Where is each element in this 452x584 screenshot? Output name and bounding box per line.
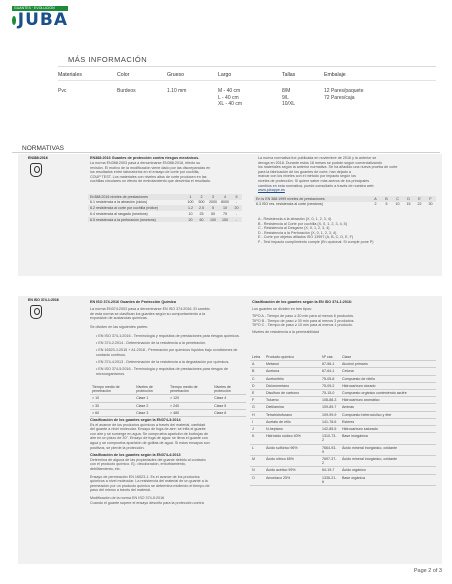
table-row: [250, 390, 436, 397]
table-cell: Acetato de etilo: [264, 418, 320, 425]
material-value: Pvc: [58, 88, 67, 94]
col-header-grueso: Grueso: [167, 72, 185, 78]
table-cell: F: [250, 397, 264, 404]
text-line: Modificación de la norma EN ISO 374-5:2016: [90, 495, 165, 500]
table-row: [250, 375, 436, 382]
embalaje-paquete: 12 Pares/paquete: [324, 88, 364, 94]
table-cell: Acetonitrilo: [264, 375, 320, 382]
table-cell: 100: [187, 200, 194, 205]
text-line: COUP TEST. Los materiales con niveles altos de corte producen en las: [90, 174, 207, 179]
table-cell: Esteres: [340, 418, 436, 425]
table-row: [90, 402, 246, 409]
table-cell: > 120: [168, 395, 212, 402]
divider: [12, 152, 440, 153]
text-line: cambios en esta normativa, puede consultarlo a través de nuestra web: [258, 183, 374, 188]
table-cell: A: [370, 196, 381, 202]
table-header: Clase: [340, 354, 436, 361]
table-header: Tiempo medio de penetración: [168, 384, 212, 395]
text-line: Los guantes se dividen en tres tipos:: [252, 307, 312, 312]
text-line: los materiales según la anterior normativa. Se ha añadido una nueva prueba de corte: [258, 165, 398, 170]
table-cell: Compuesto de nitrilo: [340, 375, 436, 382]
table-cell: 109-99-9: [320, 411, 340, 418]
text-line: para la fabricación de los guantes de corte, han dejado a: [258, 169, 351, 174]
juba-logo[interactable]: [12, 6, 68, 32]
list-item-text: EN 374-4:2013 - Determinación de la resistencia a la degradación por químicos.: [98, 359, 230, 364]
text-line: TIPO C - Tiempo de paso ≥ 10 min para al menos 1 producto.: [252, 323, 353, 328]
talla-9: 9/L: [282, 94, 289, 101]
table-row: [250, 411, 436, 418]
logo-wordmark: [12, 11, 68, 30]
table-cell: 6.2 resistencia al corte por cuchilla (índice): [88, 205, 185, 211]
table-header: Niveles de protección: [134, 384, 168, 395]
largo-xl: XL - 40 cm: [218, 101, 242, 107]
text-line: los resultados entre laboratorios en el ensayo de corte por cuchilla,: [90, 170, 200, 175]
legend-line: A - Resistencia a la abrasión (X, 0, 1, 2, 3, 4): [258, 217, 332, 221]
table-cell: 10: [219, 205, 231, 211]
text-line: deroga en 2018. Durante estos 18 meses se podrán seguir comercializando: [258, 160, 383, 165]
table-cell: Dietilamina: [264, 404, 320, 411]
table-row: [250, 426, 436, 433]
col-header-materiales: Materiales: [58, 72, 82, 78]
table-cell: 6.3 ISO res. resistencia al corte (newtons): [256, 202, 323, 207]
table-row: [250, 467, 436, 474]
list-item-text: EN ISO 374-5:2016 - Terminología y requisitos de prestaciones para riesgos de microorganismos.: [96, 366, 229, 376]
table-cell: E: [250, 390, 264, 397]
table-cell: 141-78-6: [320, 418, 340, 425]
text-line: TIPO B - Tiempo de paso ≥ 30 min para al menos 3 productos.: [252, 318, 355, 323]
table-cell: -: [231, 217, 242, 223]
text-line: exposición de sustancias químicas.: [90, 316, 148, 321]
text-line: revisión. El motivo de la modificación viene dado por las discrepancias en: [90, 165, 211, 170]
legend-line: F - Test impacto cumplimiento cumple (En opcional. Si cumple pone P): [258, 239, 374, 244]
parts-list: [96, 334, 248, 379]
text-line: Clasificación de los guantes según la EN374-4:2013: [90, 453, 181, 458]
table-cell: 10: [395, 202, 400, 207]
table-cell: > 30: [90, 402, 134, 409]
table-cell: Hidrocarburo clorado: [340, 382, 436, 389]
text-line: La norma EN388:2003 pasa a denominarse EN388:2016, efecto su: [90, 161, 201, 165]
text-line: cuchillas circulares un efecto de embotamiento que desvirtúa el resultado.: [90, 179, 211, 184]
table-cell: 108-88-3: [320, 397, 340, 404]
table-cell: Ácido sulfúrico 96%: [264, 444, 320, 455]
table-cell: 75-05-8: [320, 375, 340, 382]
text-line: permeación por un producto químico se determina midiendo el tiempo de: [90, 483, 210, 488]
table-cell: Hidrocarburo saturado: [340, 426, 436, 433]
table-cell: E: [414, 196, 425, 202]
table-cell: 30: [428, 202, 433, 207]
table-cell: 15: [406, 202, 411, 207]
table-cell: Cetona: [340, 368, 436, 375]
table-header: Producto químico: [264, 354, 320, 361]
table-cell: Base inorgánica: [340, 433, 436, 444]
table-cell: 1: [185, 194, 196, 200]
table-cell: F: [425, 196, 436, 202]
text-line: niveles de protección. Si quiere saber más acerca de los principales: [258, 178, 370, 183]
table-cell: I: [250, 418, 264, 425]
list-item-text: EN 374-2:2014 - Determinación de la resistencia a la penetración.: [98, 341, 207, 346]
list-item: • EN ISO 374-5:2016 - Terminología y requisitos de prestaciones para riesgos de microorganismos.: [96, 366, 229, 376]
en374-right-intro: [252, 300, 436, 335]
table-cell: 2.5: [196, 205, 207, 211]
table-cell: N-heptano: [264, 426, 320, 433]
logo-mark-icon: [12, 16, 16, 25]
en388-1999-table: [254, 196, 436, 207]
en388-legend: [258, 217, 436, 245]
table-cell: Hidrocarburo aromático: [340, 397, 436, 404]
table-row: [250, 444, 436, 455]
table-cell: 4: [219, 194, 231, 200]
table-cell: B: [250, 368, 264, 375]
table-cell: 75-09-2: [320, 382, 340, 389]
table-cell: -: [235, 200, 238, 205]
table-cell: J: [250, 426, 264, 433]
text-line: del guante a nivel molecular. Ensayo de fuga de aire: se infla el guante: [90, 427, 206, 432]
table-row: [88, 217, 242, 223]
text-line: paso del mismo a través del material.: [90, 488, 152, 493]
en374-label: EN ISO 374-1:2016: [28, 298, 59, 302]
table-cell: Amoniaco 25%: [264, 474, 320, 485]
col-header-largo: Largo: [218, 72, 232, 78]
table-cell: Clase 4: [212, 395, 246, 402]
col-header-embalaje: Embalaje: [324, 72, 346, 78]
table-row: [250, 382, 436, 389]
largo-m: M - 40 cm: [218, 88, 241, 94]
table-row: [250, 404, 436, 411]
glove-hammer-icon: [30, 163, 42, 177]
list-item-text: EN ISO 374-1:2016 - Terminología y requisitos de prestaciones para riesgos químicos.: [98, 334, 240, 338]
table-cell: 60: [196, 217, 207, 223]
table-cell: 5: [385, 202, 388, 207]
table-header: Letra: [250, 354, 264, 361]
table-cell: H: [250, 411, 264, 418]
largo-values: [218, 88, 242, 108]
table-cell: En ts EN 388:1999 niveles de prestaciones: [254, 196, 370, 202]
talla-10: 10/XL: [282, 101, 296, 107]
table-cell: Hidróxido sódico 40%: [264, 433, 320, 444]
text-line: Es el avance de los productos químicos a través del material, cantidad: [90, 422, 206, 427]
list-item: • EN 16523-1:2015 + A1:2018 - Permeación por químicos líquidos bajo condiciones de contacto continuo.: [96, 348, 238, 357]
logo-tagline: GUANTES · EVOLUCIÓN: [12, 6, 68, 11]
table-cell: C: [392, 196, 403, 202]
color-value: Burdeos: [117, 88, 136, 94]
table-cell: Compuesto orgánico conteniendo azufre: [340, 390, 436, 397]
table-cell: 6.5 resistencia a la perforación (newtons): [88, 217, 185, 223]
list-item: • EN ISO 374-1:2016 - Terminología y requisitos de prestaciones para riesgos químicos.: [96, 334, 240, 338]
table-cell: Tetrahidrofurano: [264, 411, 320, 418]
table-cell: 5: [231, 194, 242, 200]
table-cell: 100: [207, 217, 219, 223]
penetration-times-table: [90, 384, 246, 417]
table-cell: 2: [374, 202, 377, 207]
en374-block: [18, 296, 442, 564]
table-row: [250, 456, 436, 467]
table-row: [90, 409, 246, 416]
table-cell: Ácido nítrico 65%: [264, 456, 320, 467]
text-line: químicos a nivel molecular. La resistencia del material de un guante a la: [90, 479, 208, 484]
table-cell: -: [235, 211, 238, 216]
table-cell: 20: [231, 205, 242, 211]
text-line: debilitamiento, etc.: [90, 466, 121, 471]
table-cell: Clase 1: [134, 395, 168, 402]
text-line: Cuando el guante supere el ensayo descrito para la protección contra: [90, 500, 204, 505]
table-cell: Ácido mineral inorgánico, oxidante: [340, 444, 436, 455]
glove-flask-icon: [30, 305, 42, 319]
website-link[interactable]: www.jubappe.es: [258, 188, 285, 193]
table-cell: 10: [188, 211, 193, 216]
talla-8: 8/M: [282, 88, 291, 94]
chemicals-table: [250, 354, 436, 486]
table-cell: 7664-93-9: [320, 444, 340, 455]
table-cell: 2: [196, 194, 207, 200]
text-line: con el producto químico. Ej.: decoloración, enturbiamiento,: [90, 462, 186, 467]
largo-l: L - 40 cm: [218, 94, 239, 101]
en374-intro: [90, 307, 248, 321]
table-row: [250, 474, 436, 485]
table-cell: 142-85-5: [320, 426, 340, 433]
legend-line: D - Resistencia a la Perforación (X, 0, 1, 2, 3, 4): [258, 230, 337, 235]
table-row: [250, 433, 436, 444]
table-cell: M: [250, 456, 264, 467]
legend-line: E - Corte por objetos afilados ISO 13997 (A, B, C, D, E, F): [258, 235, 354, 240]
table-cell: 7697-37-2: [320, 456, 340, 467]
text-line: Niveles de resistencia a la permeabilidad: [252, 330, 320, 335]
table-cell: N: [250, 467, 264, 474]
table-cell: 75-15-0: [320, 390, 340, 397]
text-line: marcar con los niveles con el método por impacto según los: [258, 174, 356, 179]
table-row: [250, 418, 436, 425]
col-header-tallas: Tallas: [282, 72, 296, 78]
text-line: positivos, se pierde la protección.: [90, 445, 145, 450]
table-cell: 500: [198, 200, 205, 205]
text-line: Ensayo de permeación EN 16523-1. Es el avance de los productos: [90, 474, 200, 479]
text-line: La norma EN374:2003 pasa a denominarse EN ISO 374:2016. El cambio: [90, 307, 210, 311]
table-row: [90, 395, 246, 402]
en388-intro: [90, 161, 248, 184]
table-cell: 8000: [221, 200, 229, 205]
table-cell: > 240: [168, 402, 212, 409]
table-cell: Alcohol primario: [340, 361, 436, 368]
table-row: [250, 368, 436, 375]
table-cell: 67-56-1: [320, 361, 340, 368]
table-row: [250, 354, 436, 361]
table-row: [254, 202, 436, 208]
table-row: [250, 397, 436, 404]
grueso-value: 1.10 mm: [167, 88, 187, 94]
table-cell: 64-19-7: [320, 467, 340, 474]
en374-bottom-text: [90, 418, 248, 505]
text-line: de esta norma se clasifican los guantes según su comportamiento a la: [90, 311, 205, 316]
text-line: agua y se comprueba aparición de gotitas de agua. Si estos ensayos son: [90, 440, 210, 445]
table-cell: Compuesto heterocíclico y éter: [340, 411, 436, 418]
table-cell: Acetona: [264, 368, 320, 375]
en388-title: EN388:2016 Guantes de protección contra riesgos mecánicos.: [90, 156, 200, 160]
table-cell: L: [250, 444, 264, 455]
more-info-title: MÁS INFORMACIÓN: [68, 55, 148, 64]
table-cell: A: [250, 361, 264, 368]
table-cell: > 10: [90, 395, 134, 402]
col-header-color: Color: [117, 72, 130, 78]
table-cell: K: [250, 433, 264, 444]
table-cell: Base orgánica: [340, 474, 436, 485]
text-line: aire en un plazo de 30''. Ensayo de fuga de agua: se llena el guante con: [90, 436, 208, 441]
table-cell: 6.1 resistencia a la abrasión (ciclos): [90, 200, 148, 205]
en388-block: [18, 154, 442, 276]
table-cell: 20: [185, 217, 196, 223]
table-cell: 75: [223, 211, 227, 216]
table-header: Tiempo medio de penetración: [90, 384, 134, 395]
text-line: Determina de alguna de las propiedades del guante debido al contacto: [90, 457, 206, 462]
text-line: Clasificación de los guantes según la EN374-3:2014: [90, 418, 181, 422]
table-cell: 150: [219, 217, 231, 223]
text-line: Clasificación de los guantes según la EN ISO 374-1:2016:: [252, 300, 353, 304]
table-cell: > 480: [168, 409, 212, 416]
table-cell: Diclorometano: [264, 382, 320, 389]
en374-title: EN ISO 374-2016 Guantes de Protección Química: [90, 300, 176, 304]
table-header: Niveles de protección: [212, 384, 246, 395]
divider: [58, 80, 436, 81]
table-cell: D: [250, 382, 264, 389]
table-cell: 25: [199, 211, 204, 216]
table-cell: Ácido orgánico: [340, 467, 436, 474]
table-cell: 5: [207, 205, 219, 211]
table-cell: > 60: [90, 409, 134, 416]
table-cell: Aminas: [340, 404, 436, 411]
page-number: Page 2 of 3: [413, 568, 442, 574]
text-line: TIPO A - Tiempo de paso ≥ 30 min para al menos 6 productos.: [252, 314, 355, 319]
table-cell: En388:2016 niveles de prestaciones: [88, 194, 185, 200]
text-line: con aire y se sumerge en agua. Se comprueba aparición de burbujas de: [90, 431, 209, 436]
tallas-values: [282, 88, 295, 108]
divider: [58, 66, 436, 67]
table-cell: Clase 3: [134, 409, 168, 416]
table-cell: 6.4 resistencia al rasgado (newtons): [90, 211, 148, 216]
table-cell: O: [250, 474, 264, 485]
table-cell: D: [403, 196, 414, 202]
table-cell: 109-89-7: [320, 404, 340, 411]
en388-label: EN388:2016: [28, 156, 48, 160]
embalaje-values: [324, 88, 363, 101]
table-cell: 1310-73-2: [320, 433, 340, 444]
table-row: [90, 384, 246, 395]
legend-line: B - Resistencia al Corte por cuchilla (X, 0, 1, 2, 3, 4, 5): [258, 221, 347, 226]
table-cell: C: [250, 375, 264, 382]
table-row: [250, 361, 436, 368]
table-cell: Clase 6: [212, 409, 246, 416]
table-cell: Ácido acético 99%: [264, 467, 320, 474]
table-cell: 50: [211, 211, 215, 216]
embalaje-caja: 72 Pares/caja: [324, 94, 355, 101]
legend-line: C - Resistencia al Desgarro (X, 0, 1, 2, 3, 4): [258, 226, 330, 231]
table-cell: Ácido mineral inorgánico, oxidante: [340, 456, 436, 467]
table-cell: Tolueno: [264, 397, 320, 404]
text-line: La nueva normativa fue publicada en noviembre de 2016 y la anterior se: [258, 156, 377, 160]
table-cell: 2000: [209, 200, 217, 205]
en388-right-text: [258, 156, 436, 193]
parts-intro: Se dividen en las siguientes partes:: [90, 325, 149, 329]
table-cell: 1336-21-6: [320, 474, 340, 485]
table-cell: Clase 5: [212, 402, 246, 409]
table-cell: Metanol: [264, 361, 320, 368]
table-cell: 67-64-1: [320, 368, 340, 375]
table-cell: 1.2: [185, 205, 196, 211]
table-cell: Clase 2: [134, 402, 168, 409]
table-header: Nº cas: [320, 354, 340, 361]
list-item: • EN 374-2:2014 - Determinación de la resistencia a la penetración.: [96, 341, 207, 346]
table-cell: G: [250, 404, 264, 411]
table-cell: B: [381, 196, 392, 202]
logo-name: JUBA: [17, 10, 68, 30]
table-cell: Disulfuro de carbono: [264, 390, 320, 397]
list-item-text: EN 16523-1:2015 + A1:2018 - Permeación por químicos líquidos bajo condiciones de contacto continuo.: [96, 348, 238, 357]
normativas-title: NORMATIVAS: [22, 145, 65, 152]
table-cell: 22: [417, 202, 422, 207]
table-cell: 3: [207, 194, 219, 200]
list-item: • EN 374-4:2013 - Determinación de la resistencia a la degradación por químicos.: [96, 359, 230, 364]
en388-levels-table: [88, 194, 242, 222]
